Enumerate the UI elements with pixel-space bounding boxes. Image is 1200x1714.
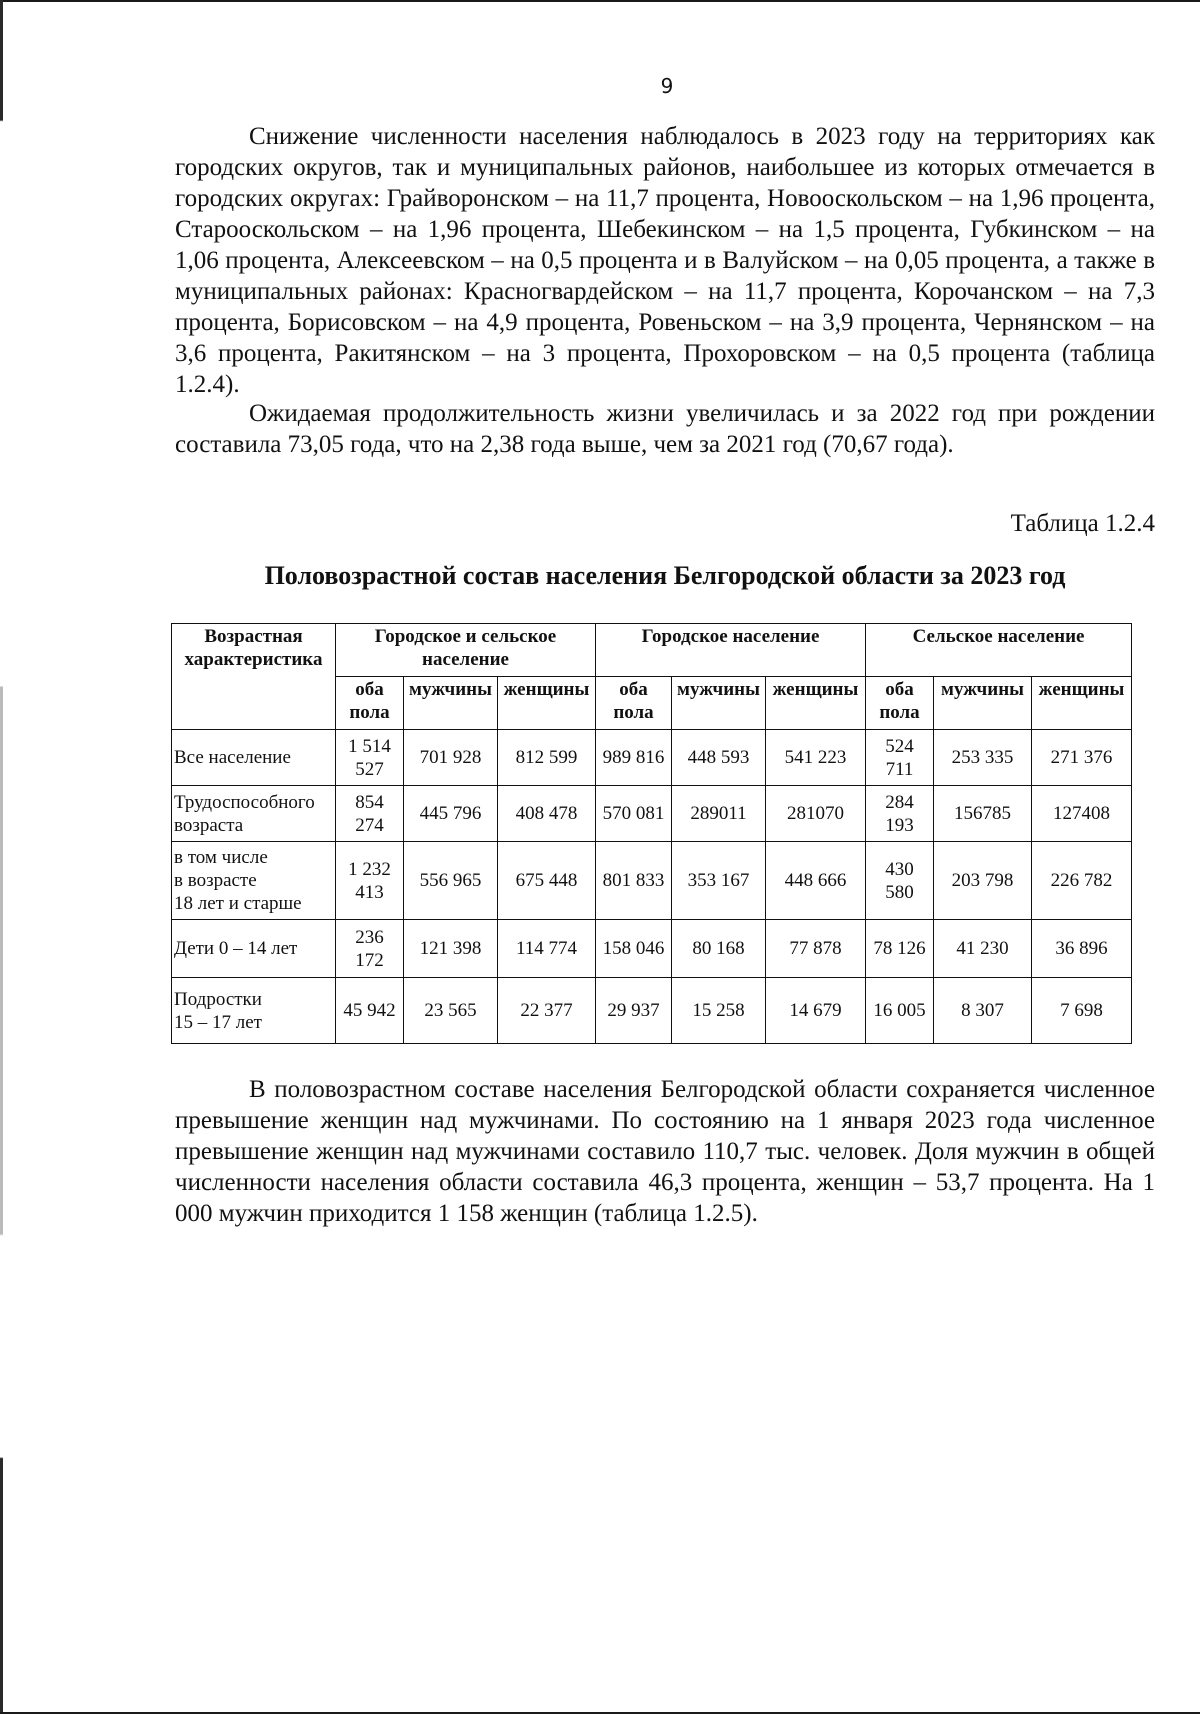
cell-line: 413 [355, 881, 384, 903]
row-label-line: 15 – 17 лет [174, 1011, 262, 1033]
table-row [172, 842, 1132, 920]
subheader-both-line2: пола [613, 702, 654, 723]
cell-total-women: 114 774 [498, 920, 596, 978]
row-label [172, 786, 336, 842]
cell-rural-both [866, 978, 934, 1044]
cell-rural-women: 127408 [1032, 786, 1132, 842]
row-label-line: Подростки [174, 988, 262, 1010]
row-label-line: возраста [174, 814, 244, 836]
cell-urban-men: 15 258 [672, 978, 766, 1044]
subheader-both-line1: оба [355, 679, 384, 700]
cell-total-women: 812 599 [498, 730, 596, 786]
paragraph-life-expectancy: Ожидаемая продолжительность жизни увеличилась и за 2022 год при рождении составила 73,05 года, что на 2,38 года выше, чем за 2021 год (70,67 года). [175, 400, 1155, 458]
subheader-men: мужчины [934, 677, 1032, 730]
row-label-line: Все население [174, 747, 291, 768]
cell-rural-both [866, 842, 934, 920]
page-number: 9 [660, 74, 674, 98]
subheader-both-line1: оба [885, 679, 914, 700]
cell-line: 158 046 [602, 938, 665, 959]
table-row [172, 786, 1132, 842]
cell-line: 284 [885, 791, 914, 813]
cell-line: 801 833 [602, 870, 665, 891]
cell-line: 527 [355, 758, 384, 780]
cell-total-men: 556 965 [404, 842, 498, 920]
cell-total-both [336, 786, 404, 842]
cell-urban-women: 448 666 [766, 842, 866, 920]
row-label [172, 920, 336, 978]
subheader-both-line1: оба [619, 679, 648, 700]
cell-line: 45 942 [343, 1000, 396, 1021]
subheader-both-line2: пола [349, 702, 390, 723]
cell-urban-men: 80 168 [672, 920, 766, 978]
cell-line: 1 232 [348, 858, 391, 880]
cell-rural-men: 41 230 [934, 920, 1032, 978]
paragraph-sex-ratio: В половозрастном составе населения Белгородской области сохраняется численное превышение женщин над мужчинами. По состоянию на 1 января 2023 года численное превышение женщин над мужчинами составило 110,7 тыс. человек. Доля мужчин в общей численности населения области составила 46,3 процента, женщин – 53,7 процента. На 1 000 мужчин приходится 1 158 женщин (таблица 1.2.5). [175, 1076, 1155, 1227]
cell-line: 580 [885, 881, 914, 903]
cell-line: 1 514 [348, 735, 391, 757]
cell-urban-both [596, 920, 672, 978]
cell-line: 29 937 [607, 1000, 660, 1021]
cell-urban-both [596, 730, 672, 786]
cell-urban-women: 541 223 [766, 730, 866, 786]
table-title: Половозрастной состав населения Белгородской области за 2023 год [264, 561, 1066, 590]
cell-urban-both [596, 978, 672, 1044]
cell-total-men: 445 796 [404, 786, 498, 842]
subheader-men: мужчины [672, 677, 766, 730]
subheader-women: женщины [1032, 677, 1132, 730]
cell-urban-men: 448 593 [672, 730, 766, 786]
paragraph-population-decline: Снижение численности населения наблюдалось в 2023 году на территориях как городских округов, так и муниципальных районов, наибольшее из которых отмечается в городских округах: Грайворонском – на 11,7 процента, Новооскольском – на 1,96 процента, Старооскольском – на 1,96 процента, Шебекинском – на 1,5 процента, Губкинском – на 1,06 процента, Алексеевском – на 0,5 процента и в Валуйском – на 0,05 процента, а также в муниципальных районах: Красногвардейском – на 11,7 процента, Корочанском – на 7,3 процента, Борисовском – на 4,9 процента, Ровеньском – на 3,9 процента, Чернянском – на 3,6 процента, Ракитянском – на 3 процента, Прохоровском – на 0,5 процента (таблица 1.2.4). [175, 123, 1155, 398]
cell-rural-women: 36 896 [1032, 920, 1132, 978]
table-row [172, 978, 1132, 1044]
subheader-both-sexes [596, 677, 672, 730]
cell-total-men: 701 928 [404, 730, 498, 786]
scan-edge-top [0, 0, 1200, 2]
scan-edge-left [0, 0, 3, 1714]
row-label-line: в возрасте [174, 870, 257, 891]
cell-urban-both [596, 842, 672, 920]
subheader-both-sexes [336, 677, 404, 730]
cell-rural-women: 271 376 [1032, 730, 1132, 786]
cell-total-women: 675 448 [498, 842, 596, 920]
cell-urban-men: 289011 [672, 786, 766, 842]
cell-line: 193 [885, 814, 914, 836]
cell-total-men: 121 398 [404, 920, 498, 978]
subheader-women: женщины [498, 677, 596, 730]
cell-rural-women: 7 698 [1032, 978, 1132, 1044]
cell-total-men: 23 565 [404, 978, 498, 1044]
cell-rural-men: 203 798 [934, 842, 1032, 920]
cell-total-both [336, 842, 404, 920]
row-label [172, 730, 336, 786]
header-group-urban: Городское население [596, 624, 866, 677]
header-age-characteristic: Возрастная характеристика [172, 624, 336, 730]
cell-rural-both [866, 730, 934, 786]
cell-total-women: 408 478 [498, 786, 596, 842]
cell-line: 524 [885, 735, 914, 757]
cell-rural-women: 226 782 [1032, 842, 1132, 920]
cell-urban-women: 281070 [766, 786, 866, 842]
subheader-women: женщины [766, 677, 866, 730]
population-table [171, 623, 1132, 1044]
subheader-both-line2: пола [879, 702, 920, 723]
cell-line: 711 [885, 758, 914, 780]
cell-line: 274 [355, 814, 384, 836]
cell-urban-men: 353 167 [672, 842, 766, 920]
cell-line: 16 005 [873, 1000, 926, 1021]
cell-line: 430 [885, 858, 914, 880]
row-label [172, 842, 336, 920]
cell-rural-men: 253 335 [934, 730, 1032, 786]
cell-line: 570 081 [602, 803, 665, 824]
row-label-line: Трудоспособного [174, 791, 315, 813]
cell-total-both [336, 978, 404, 1044]
cell-rural-men: 8 307 [934, 978, 1032, 1044]
row-label [172, 978, 336, 1044]
subheader-both-sexes [866, 677, 934, 730]
row-label-line: Дети 0 – 14 лет [174, 938, 298, 959]
cell-line: 78 126 [873, 938, 926, 959]
cell-urban-women: 14 679 [766, 978, 866, 1044]
table-label: Таблица 1.2.4 [1010, 510, 1155, 537]
header-group-total: Городское и сельское население [336, 624, 596, 677]
cell-urban-both [596, 786, 672, 842]
cell-total-both [336, 920, 404, 978]
cell-total-both [336, 730, 404, 786]
cell-rural-men: 156785 [934, 786, 1032, 842]
header-group-rural: Сельское население [866, 624, 1132, 677]
cell-line: 236 [355, 926, 384, 948]
subheader-men: мужчины [404, 677, 498, 730]
cell-rural-both [866, 786, 934, 842]
cell-line: 172 [355, 949, 384, 971]
cell-total-women: 22 377 [498, 978, 596, 1044]
row-label-line: в том числе [174, 847, 268, 868]
table-row [172, 920, 1132, 978]
row-label-line: 18 лет и старше [174, 893, 302, 914]
cell-line: 989 816 [602, 747, 665, 768]
cell-rural-both [866, 920, 934, 978]
table-header-row [172, 624, 1132, 677]
cell-urban-women: 77 878 [766, 920, 866, 978]
cell-line: 854 [355, 791, 384, 813]
table-row [172, 730, 1132, 786]
